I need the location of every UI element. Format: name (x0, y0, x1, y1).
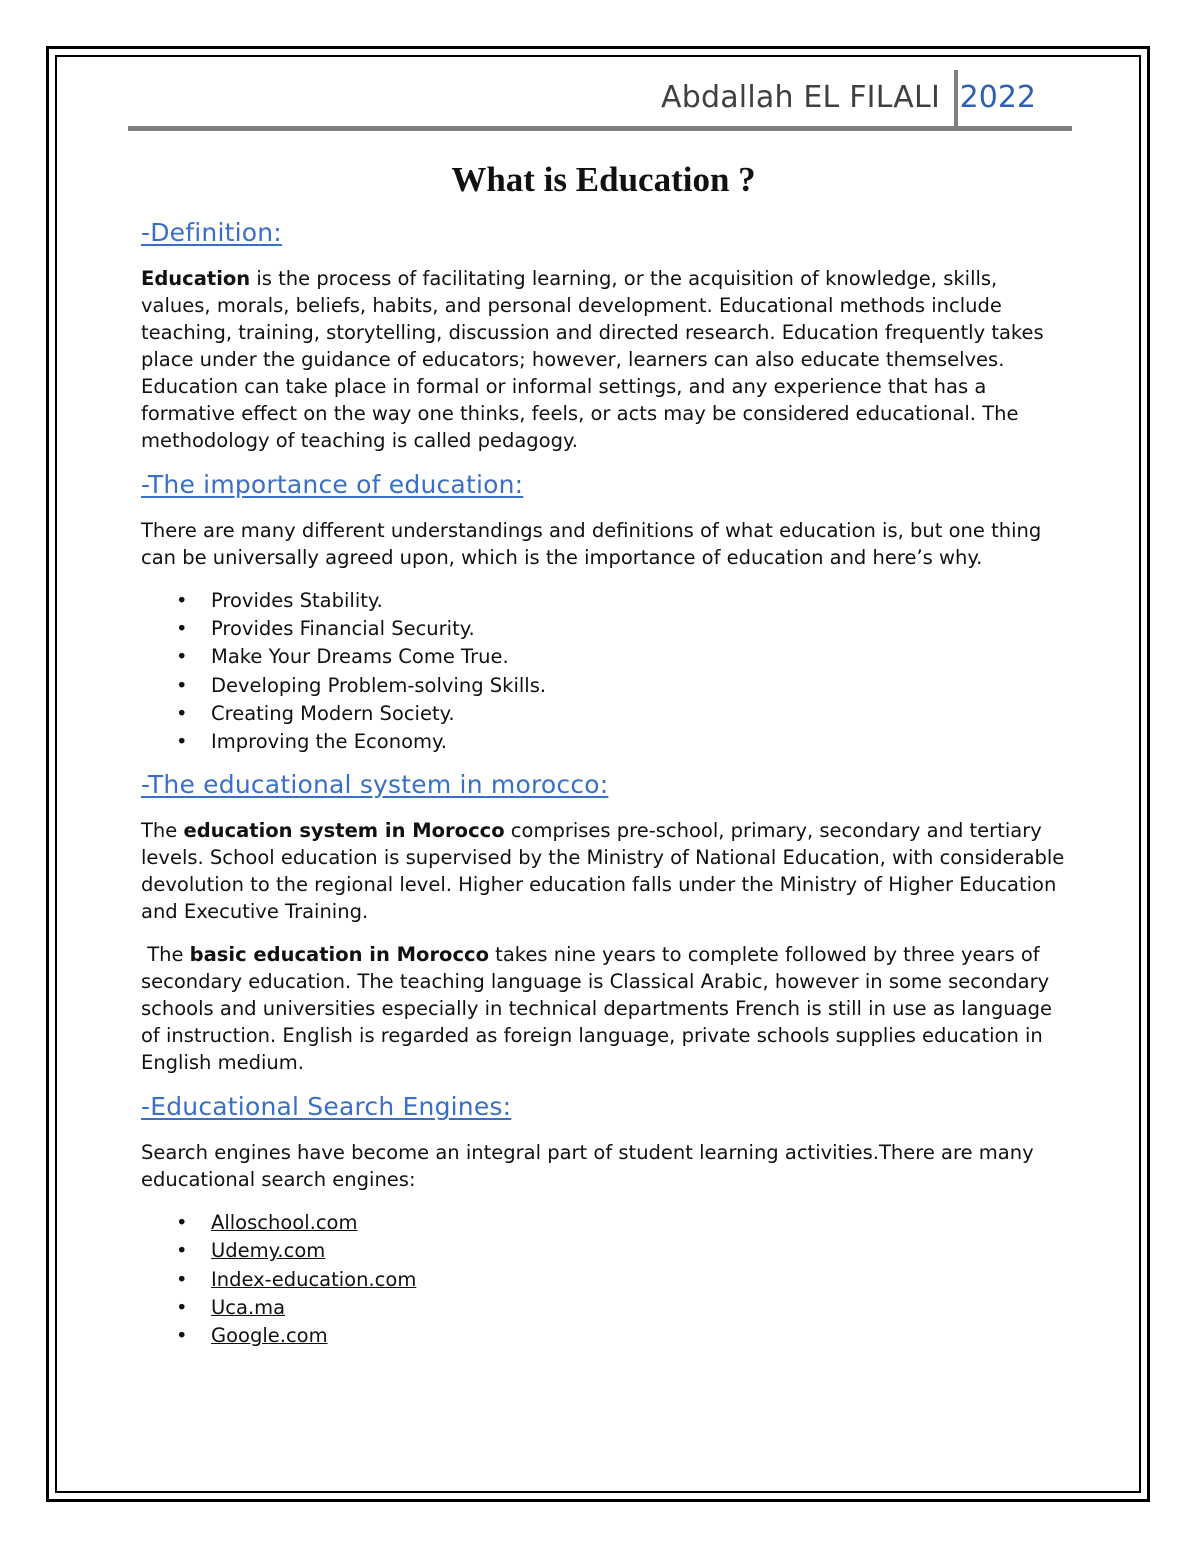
bullet-icon: • (176, 701, 188, 725)
page-title: What is Education ? (451, 160, 756, 199)
bullet-icon: • (176, 617, 188, 641)
link-udemy[interactable]: Udemy.com (211, 1239, 326, 1263)
bullet-icon: • (176, 589, 188, 612)
bullet-icon: • (176, 1239, 188, 1263)
definition-text: is the process of facilitating learning, or the acquisition of knowledge, skills, values, morals, beliefs, habits, and personal development. Educational methods include teaching, training, storytelling, discussion and directed research. Education frequently takes place under the guidance of educators; however, learners can also educate themselves. Education can take place in formal or informal settings, and any experience that has a formative effect on the way one thinks, feels, or acts may be considered educational. The methodology of teaching is called pedagogy. (141, 267, 1044, 452)
list-item (176, 1237, 1066, 1265)
header-rule (128, 126, 1072, 131)
definition-bold-term: Education (141, 267, 251, 290)
engines-intro: Search engines have become an integral part of student learning activities.There are many educational search engines: (141, 1141, 1034, 1192)
importance-intro: There are many different understandings and definitions of what education is, but one thing can be universally agreed upon, which is the importance of education and here’s why. (141, 519, 1042, 569)
bullet-icon: • (176, 1295, 188, 1319)
page-header (128, 78, 1072, 132)
morocco-paragraph-2: The basic education in Morocco takes nine years to complete followed by three years of secondary education. The teaching language is Classical Arabic, however in some secondary schools and universities especially in technical departments French is still in use as language of instruction. English is regarded as foreign language, private schools supplies education in English medium. (141, 943, 1052, 1075)
list-item: • Improving the Economy. (176, 728, 1066, 756)
list-item: • Provides Financial Security. (176, 615, 1066, 643)
bullet-icon: • (176, 1324, 188, 1348)
importance-list (141, 587, 1066, 756)
morocco-bold-term-2: basic education in Morocco (189, 943, 489, 967)
list-item (176, 1266, 1066, 1294)
link-google[interactable]: Google.com (211, 1324, 328, 1348)
list-item: • Provides Stability. (176, 587, 1066, 615)
heading-definition: -Definition: (141, 218, 282, 247)
heading-morocco: -The educational system in morocco: (141, 770, 609, 800)
list-item (176, 1209, 1066, 1237)
header-year: 2022 (959, 80, 1036, 115)
morocco-paragraph-1: The education system in Morocco comprises pre-school, primary, secondary and tertiary levels. School education is supervised by the Ministry of National Education, with considerable devolution to the regional level. Higher education falls under the Ministry of Higher Education and Executive Training. (141, 819, 1065, 924)
link-index-education[interactable]: Index-education.com (211, 1267, 417, 1291)
bullet-icon: • (176, 1267, 188, 1291)
heading-importance: -The importance of education: (141, 470, 524, 499)
bullet-icon: • (176, 645, 188, 669)
list-item (176, 1322, 1066, 1350)
bullet-icon: • (176, 730, 188, 754)
engines-list (141, 1209, 1066, 1350)
bullet-icon: • (176, 673, 188, 697)
document-body (141, 160, 1066, 1364)
heading-search-engines: -Educational Search Engines: (141, 1092, 512, 1122)
link-uca[interactable]: Uca.ma (211, 1295, 286, 1319)
list-item: • Make Your Dreams Come True. (176, 643, 1066, 671)
link-alloschool[interactable]: Alloschool.com (211, 1211, 358, 1235)
list-item: • Developing Problem-solving Skills. (176, 672, 1066, 700)
list-item (176, 1294, 1066, 1322)
list-item: • Creating Modern Society. (176, 700, 1066, 728)
morocco-bold-term-1: education system in Morocco (183, 819, 505, 843)
header-author: Abdallah EL FILALI (661, 80, 940, 115)
bullet-icon: • (176, 1211, 188, 1235)
header-separator (954, 70, 958, 130)
definition-paragraph (141, 265, 1066, 454)
